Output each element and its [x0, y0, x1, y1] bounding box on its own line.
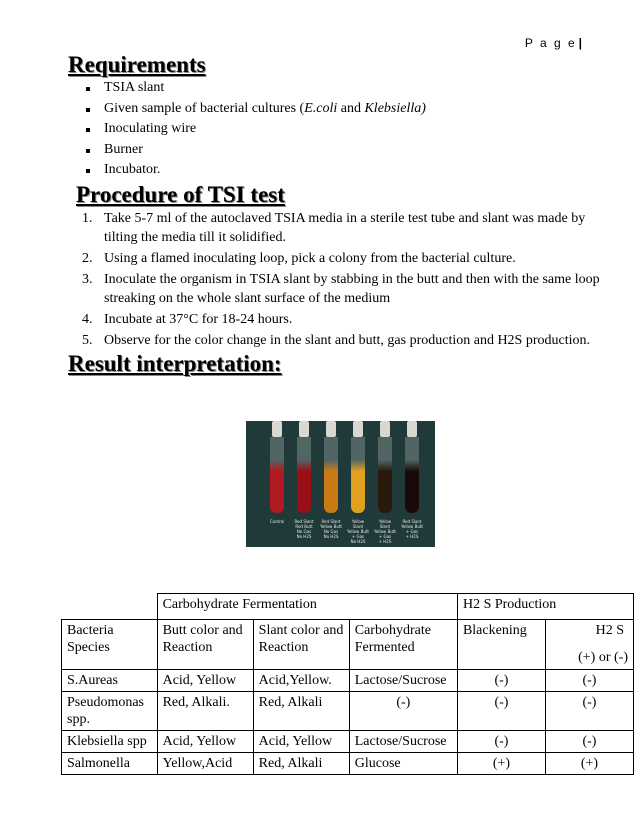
test-tube — [297, 437, 311, 513]
test-tube — [378, 437, 392, 513]
cell-h2s: (-) — [545, 731, 633, 753]
tube-label: Red Slant Red Butt No Gas No H2S — [294, 519, 314, 539]
cell-butt: Red, Alkali. — [157, 692, 253, 731]
cell-carb: Lactose/Sucrose — [349, 731, 457, 753]
tube-cap — [353, 421, 363, 437]
list-item: TSIA slant — [84, 78, 426, 99]
test-tube — [405, 437, 419, 513]
results-heading: Result interpretation: — [68, 351, 282, 376]
list-item: Inoculating wire — [84, 119, 426, 140]
cell-slant: Red, Alkali — [253, 692, 349, 731]
list-item: Burner — [84, 140, 426, 161]
col-header-bacteria: Bacteria Species — [62, 620, 158, 670]
cell-h2s: (+) — [545, 753, 633, 775]
cell-species: Klebsiella spp — [62, 731, 158, 753]
h2s-group-header: H2 S Production — [457, 594, 633, 620]
cell-butt: Acid, Yellow — [157, 731, 253, 753]
requirements-heading: Requirements — [68, 52, 206, 77]
cell-slant: Acid, Yellow — [253, 731, 349, 753]
list-item: 1. Take 5-7 ml of the autoclaved TSIA media in a sterile test tube and slant was made by tilting the media till it solidified. — [82, 211, 586, 245]
cell-slant: Red, Alkali — [253, 753, 349, 775]
cell-blackening: (-) — [457, 670, 545, 692]
carb-group-header: Carbohydrate Fermentation — [157, 594, 457, 620]
cell-blackening: (-) — [457, 731, 545, 753]
tube-label: Red Slant Yellow Butt No Gas No H2S — [320, 519, 343, 539]
tube-label: Control — [269, 519, 285, 524]
cell-carb: Glucose — [349, 753, 457, 775]
procedure-heading: Procedure of TSI test — [76, 182, 285, 207]
cell-slant: Acid,Yellow. — [253, 670, 349, 692]
col-header-carb: Carbohydrate Fermented — [349, 620, 457, 670]
list-item: Given sample of bacterial cultures (E.coli and Klebsiella) — [84, 99, 426, 120]
tube-cap — [407, 421, 417, 437]
list-item: 2. Using a flamed inoculating loop, pick a colony from the bacterial culture. — [82, 251, 516, 266]
tube-cap — [272, 421, 282, 437]
tube-cap — [299, 421, 309, 437]
list-item: 5. Observe for the color change in the slant and butt, gas production and H2S production. — [82, 333, 590, 348]
tube-label: Red Slant Yellow Butt + Gas + H2S — [401, 519, 424, 539]
table-row — [62, 753, 634, 775]
cell-blackening: (+) — [457, 753, 545, 775]
test-tube — [351, 437, 365, 513]
col-header-blackening: Blackening — [457, 620, 545, 670]
cell-blackening: (-) — [457, 692, 545, 731]
cell-h2s: (-) — [545, 670, 633, 692]
test-tube — [270, 437, 284, 513]
cell-butt: Yellow,Acid — [157, 753, 253, 775]
cell-species: S.Aureas — [62, 670, 158, 692]
cell-species: Salmonella — [62, 753, 158, 775]
list-item: 3. Inoculate the organism in TSIA slant by stabbing in the butt and then with the same loop streaking on the whole slant surface of the medium — [82, 272, 600, 306]
cell-carb: Lactose/Sucrose — [349, 670, 457, 692]
results-table — [61, 593, 634, 775]
table-row — [62, 670, 634, 692]
page-number-label: P a g e | — [524, 36, 582, 50]
cell-carb: (-) — [349, 692, 457, 731]
table-row — [62, 692, 634, 731]
test-tube — [324, 437, 338, 513]
tsi-tubes-photo — [246, 421, 435, 547]
tube-label: Yellow Slant Yellow Butt + Gas + H2S — [374, 519, 397, 544]
tube-label: Yellow Slant Yellow Butt + Gas No H2S — [347, 519, 370, 544]
list-item: 4. Incubate at 37°C for 18-24 hours. — [82, 312, 293, 327]
table-row — [62, 731, 634, 753]
cell-h2s: (-) — [545, 692, 633, 731]
tube-cap — [326, 421, 336, 437]
cell-butt: Acid, Yellow — [157, 670, 253, 692]
col-header-slant: Slant color and Reaction — [253, 620, 349, 670]
list-item: Incubator. — [84, 160, 426, 181]
col-header-butt: Butt color and Reaction — [157, 620, 253, 670]
cell-species: Pseudomonas spp. — [62, 692, 158, 731]
col-header-h2s: H2 S (+) or (-) — [545, 620, 633, 670]
tube-cap — [380, 421, 390, 437]
procedure-list — [82, 209, 614, 352]
requirements-list — [84, 78, 426, 181]
